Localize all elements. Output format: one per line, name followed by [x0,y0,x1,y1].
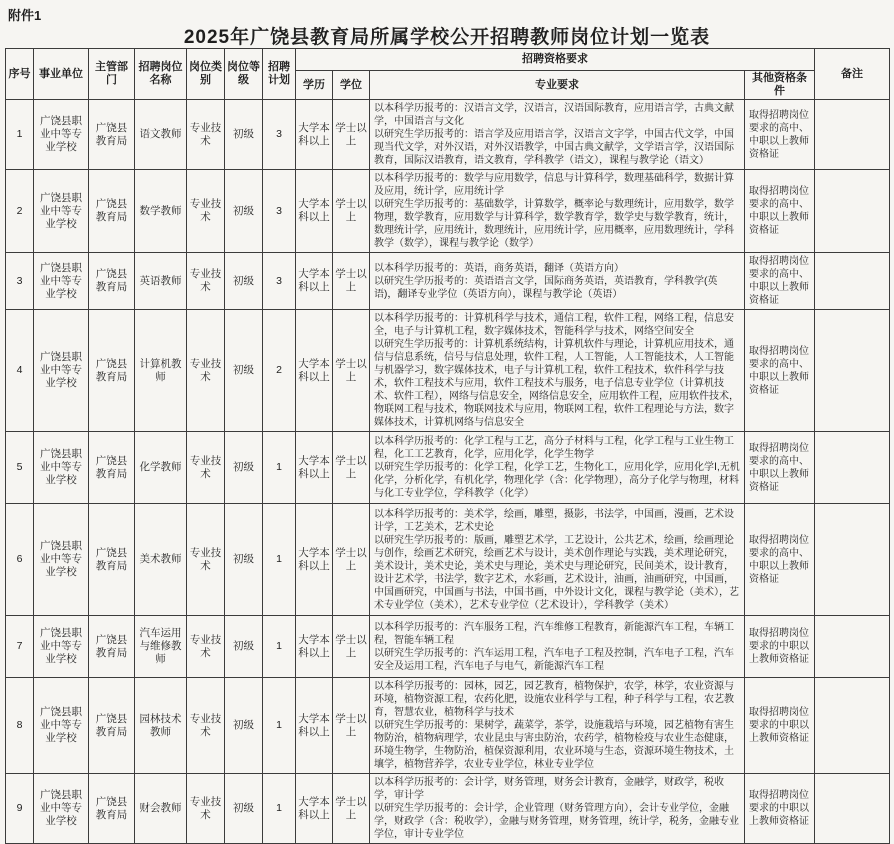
cell-other-qualification: 取得招聘岗位要求的高中、中职以上教师资格证 [745,170,815,253]
cell-position-name: 园林技术教师 [135,678,187,774]
cell-department: 广饶县教育局 [89,504,135,616]
cell-position-name: 英语教师 [135,253,187,310]
cell-no: 4 [6,310,34,432]
cell-education: 大学本科以上 [296,100,333,170]
cell-other-qualification: 取得招聘岗位要求的高中、中职以上教师资格证 [745,432,815,504]
major-bachelor-line: 以本科学历报考的：英语，商务英语，翻译（英语方向） [374,262,624,274]
cell-major-requirements [370,432,745,504]
cell-no: 9 [6,774,34,844]
cell-position-level: 初级 [225,253,263,310]
table-row [6,100,890,170]
cell-position-category: 专业技术 [187,310,225,432]
cell-major-requirements [370,253,745,310]
cell-education: 大学本科以上 [296,616,333,678]
cell-remark [815,616,890,678]
cell-position-category: 专业技术 [187,253,225,310]
cell-degree: 学士以上 [333,432,370,504]
cell-institution: 广饶县职业中等专业学校 [34,432,89,504]
header-position-level: 岗位等级 [225,49,263,100]
cell-plan-count: 1 [263,678,296,774]
cell-institution: 广饶县职业中等专业学校 [34,774,89,844]
cell-position-level: 初级 [225,616,263,678]
page-title: 2025年广饶县教育局所属学校公开招聘教师岗位计划一览表 [183,27,711,48]
cell-position-name: 计算机教师 [135,310,187,432]
cell-education: 大学本科以上 [296,310,333,432]
cell-institution: 广饶县职业中等专业学校 [34,678,89,774]
cell-position-level: 初级 [225,774,263,844]
cell-education: 大学本科以上 [296,170,333,253]
cell-institution: 广饶县职业中等专业学校 [34,100,89,170]
cell-no: 5 [6,432,34,504]
attachment-label: 附件1 [8,8,42,23]
cell-remark [815,504,890,616]
cell-plan-count: 3 [263,100,296,170]
cell-position-level: 初级 [225,310,263,432]
major-bachelor-line: 以本科学历报考的：数学与应用数学，信息与计算科学，数理基础科学，数据计算及应用，统计学，应用统计学 [374,173,734,198]
cell-education: 大学本科以上 [296,504,333,616]
table-row [6,253,890,310]
cell-education: 大学本科以上 [296,774,333,844]
header-position-category: 岗位类别 [187,49,225,100]
cell-plan-count: 1 [263,504,296,616]
cell-no: 8 [6,678,34,774]
cell-degree: 学士以上 [333,504,370,616]
cell-degree: 学士以上 [333,310,370,432]
cell-no: 1 [6,100,34,170]
cell-major-requirements [370,100,745,170]
cell-remark [815,170,890,253]
cell-no: 2 [6,170,34,253]
cell-department: 广饶县教育局 [89,774,135,844]
cell-department: 广饶县教育局 [89,100,135,170]
cell-institution: 广饶县职业中等专业学校 [34,253,89,310]
cell-institution: 广饶县职业中等专业学校 [34,504,89,616]
cell-position-level: 初级 [225,170,263,253]
cell-plan-count: 1 [263,432,296,504]
table-row [6,678,890,774]
cell-position-name: 化学教师 [135,432,187,504]
header-major: 专业要求 [370,71,745,100]
cell-position-level: 初级 [225,678,263,774]
cell-department: 广饶县教育局 [89,253,135,310]
cell-position-level: 初级 [225,432,263,504]
major-bachelor-line: 以本科学历报考的：园林，园艺，园艺教育，植物保护，农学，林学，农业资源与环境，植物资源工程，农药化肥，设施农业科学与工程，种子科学与工程，农艺教育，智慧农业，植物科学与技术 [374,681,734,719]
table-row [6,616,890,678]
cell-major-requirements [370,310,745,432]
table-row [6,170,890,253]
header-degree: 学位 [333,71,370,100]
cell-other-qualification: 取得招聘岗位要求的高中、中职以上教师资格证 [745,253,815,310]
cell-plan-count: 2 [263,310,296,432]
major-bachelor-line: 以本科学历报考的：会计学，财务管理，财务会计教育，金融学，财政学，税收学，审计学 [374,777,724,802]
table-row [6,504,890,616]
cell-position-category: 专业技术 [187,100,225,170]
cell-major-requirements [370,504,745,616]
header-qualification-group: 招聘资格要求 [296,49,815,71]
cell-other-qualification: 取得招聘岗位要求的高中、中职以上教师资格证 [745,310,815,432]
major-graduate-line: 以研究生学历报考的：会计学，企业管理（财务管理方向），会计专业学位，金融学，财政学（含：税收学），金融与财务管理，财务管理，统计学，税务，金融专业学位，审计专业学位 [374,803,739,841]
cell-no: 3 [6,253,34,310]
header-other-qualification: 其他资格条件 [745,71,815,100]
header-department: 主管部门 [89,49,135,100]
cell-institution: 广饶县职业中等专业学校 [34,310,89,432]
cell-education: 大学本科以上 [296,678,333,774]
cell-department: 广饶县教育局 [89,310,135,432]
cell-department: 广饶县教育局 [89,616,135,678]
major-graduate-line: 以研究生学历报考的：基础数学，计算数学，概率论与数理统计，应用数学，数学物理，数学教育，应用数学与计算科学，数学教育学，数学史与数学教育，统计，数理统计学，应用统计，数理统计，应用统计学，应用概率，应用数理统计，学科教学（数学），课程与教学论（数学） [374,199,734,250]
major-bachelor-line: 以本科学历报考的：汉语言文学，汉语言，汉语国际教育，应用语言学，古典文献学，中国语言与文化 [374,103,734,128]
cell-plan-count: 3 [263,253,296,310]
cell-no: 7 [6,616,34,678]
cell-position-category: 专业技术 [187,432,225,504]
major-graduate-line: 以研究生学历报考的：汽车运用工程，汽车电子工程及控制，汽车电子工程，汽车安全及运用工程，汽车电子与电气，新能源汽车工程 [374,647,734,672]
cell-other-qualification: 取得招聘岗位要求的高中、中职以上教师资格证 [745,100,815,170]
major-bachelor-line: 以本科学历报考的：化学工程与工艺，高分子材料与工程，化学工程与工业生物工程，化工工艺教育，化学，应用化学，化学生物学 [374,436,734,461]
cell-degree: 学士以上 [333,616,370,678]
header-institution: 事业单位 [34,49,89,100]
major-graduate-line: 以研究生学历报考的：英语语言文学，国际商务英语，英语教育，学科教学(英语)，翻译专业学位（英语方向），课程与教学论（英语） [374,275,718,300]
cell-degree: 学士以上 [333,100,370,170]
cell-education: 大学本科以上 [296,432,333,504]
cell-remark [815,678,890,774]
table-row [6,774,890,844]
cell-degree: 学士以上 [333,678,370,774]
cell-position-name: 语文教师 [135,100,187,170]
cell-position-category: 专业技术 [187,504,225,616]
cell-remark [815,774,890,844]
cell-remark [815,310,890,432]
table-header [6,49,890,100]
cell-position-category: 专业技术 [187,616,225,678]
cell-department: 广饶县教育局 [89,678,135,774]
cell-department: 广饶县教育局 [89,170,135,253]
cell-major-requirements [370,170,745,253]
cell-department: 广饶县教育局 [89,432,135,504]
major-graduate-line: 以研究生学历报考的：计算机系统结构，计算机软件与理论，计算机应用技术，通信与信息系统，信号与信息处理，软件工程，人工智能，人工智能技术，人工智能与机器学习，数字媒体技术，电子与计算机工程，软件工程技术，软件科学与技术，软件工程技术与应用，软件工程技术与服务，电子信息专业学位（计算机技术、软件工程），网络与信息安全，网络信息安全，应用软件工程，应用软件技术，物联网工程与技术，物联网技术与应用，物联网工程，软件工程理论与方法，数字媒体技术，计算机网络与信息安全 [374,339,739,429]
cell-major-requirements [370,678,745,774]
major-graduate-line: 以研究生学历报考的：语言学及应用语言学，汉语言文字学，中国古代文学，中国现当代文学，对外汉语，对外汉语教学，中国古典文献学，文学语言学，汉语国际教育，国际汉语教育，语文教育，学科教学（语文），课程与教学论（语文） [374,129,734,167]
cell-remark [815,432,890,504]
header-education: 学历 [296,71,333,100]
cell-plan-count: 1 [263,774,296,844]
cell-remark [815,100,890,170]
cell-position-level: 初级 [225,504,263,616]
cell-other-qualification: 取得招聘岗位要求的中职以上教师资格证 [745,774,815,844]
cell-position-category: 专业技术 [187,170,225,253]
cell-position-name: 美术教师 [135,504,187,616]
cell-institution: 广饶县职业中等专业学校 [34,170,89,253]
cell-plan-count: 3 [263,170,296,253]
cell-degree: 学士以上 [333,774,370,844]
cell-position-name: 汽车运用与维修教师 [135,616,187,678]
cell-other-qualification: 取得招聘岗位要求的中职以上教师资格证 [745,616,815,678]
cell-position-category: 专业技术 [187,678,225,774]
cell-degree: 学士以上 [333,170,370,253]
header-position-name: 招聘岗位名称 [135,49,187,100]
cell-institution: 广饶县职业中等专业学校 [34,616,89,678]
cell-remark [815,253,890,310]
cell-position-name: 财会教师 [135,774,187,844]
cell-other-qualification: 取得招聘岗位要求的中职以上教师资格证 [745,678,815,774]
cell-plan-count: 1 [263,616,296,678]
major-bachelor-line: 以本科学历报考的：汽车服务工程，汽车维修工程教育，新能源汽车工程，车辆工程，智能车辆工程 [374,621,734,646]
cell-position-category: 专业技术 [187,774,225,844]
cell-major-requirements [370,774,745,844]
cell-degree: 学士以上 [333,253,370,310]
header-plan-count: 招聘计划 [263,49,296,100]
header-remark: 备注 [815,49,890,100]
major-bachelor-line: 以本科学历报考的：计算机科学与技术，通信工程，软件工程，网络工程，信息安全，电子与计算机工程，数字媒体技术，智能科学与技术，网络空间安全 [374,313,734,338]
major-graduate-line: 以研究生学历报考的：版画，雕塑艺术学，工艺设计，公共艺术，绘画，绘画理论与创作，绘画艺术研究，绘画艺术与设计，美术创作理论与实践，美术理论研究，美术设计，美术史论，美术史与理论，美术史与理论研究，民间美术，设计教育，设计艺术学，书法学，数字艺术，水彩画，艺术设计，油画，油画研究，中国画，中国画研究，中国画与书法，中国书画，中外设计文化，课程与教学论（美术），艺术专业学位（美术），艺术专业学位（艺术设计），学科教学（美术） [374,534,739,611]
major-graduate-line: 以研究生学历报考的：果树学，蔬菜学，茶学，设施栽培与环境，园艺植物有害生物防治，植物病理学，农业昆虫与害虫防治，农药学，植物检疫与农业生态健康，环境生物学，生物防治，植保资源利用，农业环境与生态，资源环境生物技术，土壤学，植物营养学，农业专业学位，林业专业学位 [374,720,734,771]
cell-major-requirements [370,616,745,678]
cell-education: 大学本科以上 [296,253,333,310]
cell-other-qualification: 取得招聘岗位要求的高中、中职以上教师资格证 [745,504,815,616]
recruitment-plan-table [5,48,890,844]
cell-position-name: 数学教师 [135,170,187,253]
major-bachelor-line: 以本科学历报考的：美术学，绘画，雕塑，摄影，书法学，中国画，漫画，艺术设计学，工艺美术，艺术史论 [374,508,734,533]
header-no: 序号 [6,49,34,100]
table-row [6,310,890,432]
table-row [6,432,890,504]
table-body [6,100,890,844]
cell-position-level: 初级 [225,100,263,170]
major-graduate-line: 以研究生学历报考的：化学工程，化学工艺，生物化工，应用化学，应用化学Ⅰ,无机化学，分析化学，有机化学，物理化学（含：化学物理），高分子化学与物理，材料与化工专业学位，学科教学（化学） [374,462,740,500]
cell-no: 6 [6,504,34,616]
